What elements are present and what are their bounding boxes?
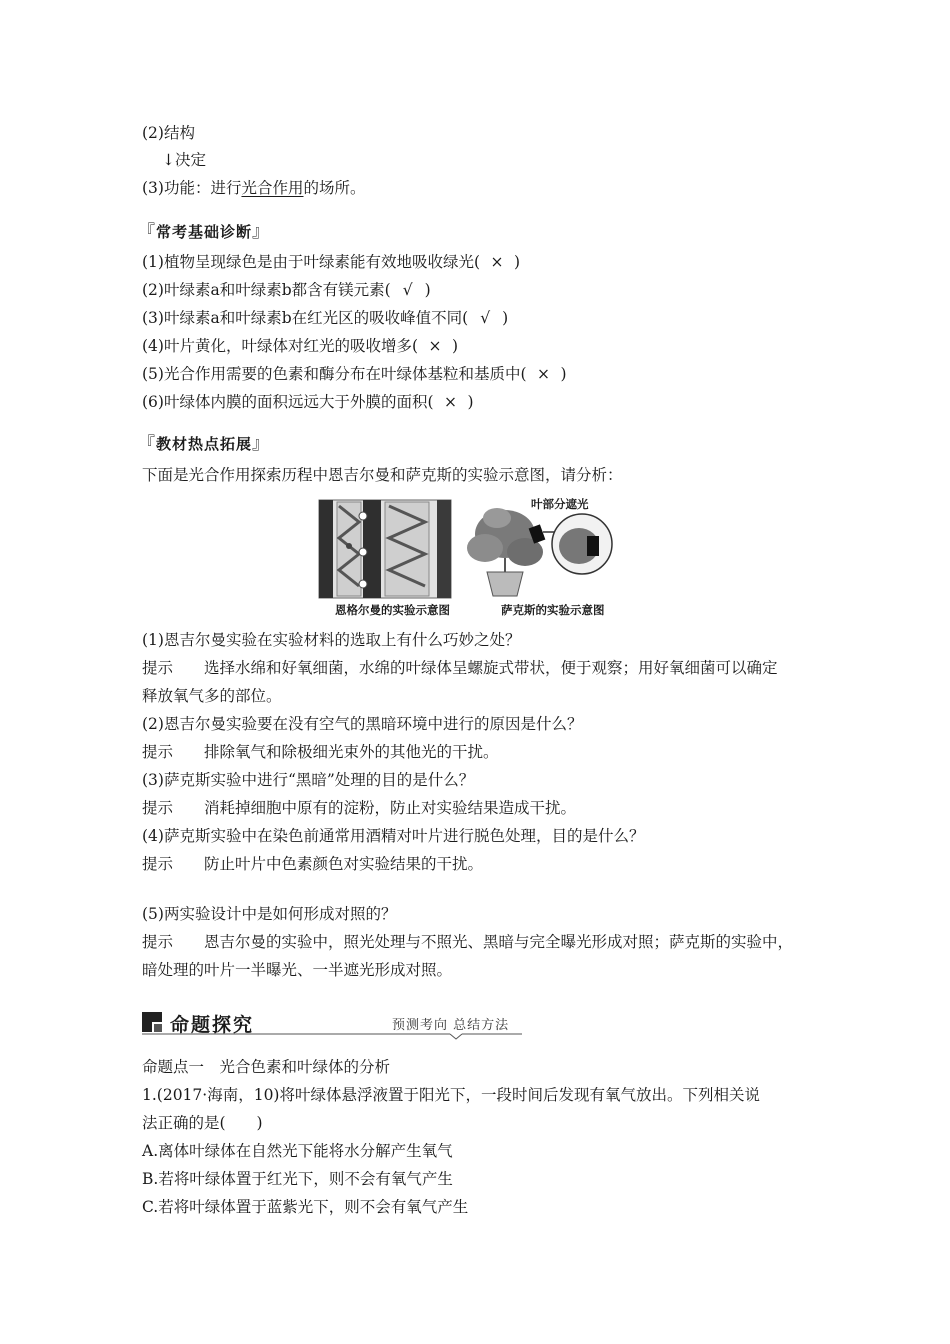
close-paren: ) — [502, 309, 509, 327]
question-5: (5)两实验设计中是如何形成对照的？ — [142, 905, 397, 923]
diagnosis-text: (3)叶绿素a和叶绿素b在红光区的吸收峰值不同( — [142, 309, 469, 327]
tip-label: 提示 — [142, 855, 174, 873]
diagnosis-item — [142, 278, 431, 302]
bracket-right: 』 — [252, 434, 271, 454]
function-line — [142, 176, 366, 200]
cross-mark-icon: × — [537, 365, 551, 383]
cross-mark-icon: × — [444, 393, 458, 411]
answer-2 — [142, 740, 499, 764]
option-c: C.若将叶绿体置于蓝紫光下，则不会有氧气产生 — [142, 1198, 469, 1216]
question-stem-cont: 法正确的是( ) — [142, 1114, 263, 1132]
sachs-diagram — [467, 508, 612, 596]
answer-text: 消耗掉细胞中原有的淀粉，防止对实验结果造成干扰。 — [204, 799, 577, 817]
experiment-figure — [317, 496, 617, 622]
diagnosis-text: (1)植物呈现绿色是由于叶绿素能有效地吸收绿光( — [142, 253, 481, 271]
diagnosis-item — [142, 334, 458, 358]
question-3: (3)萨克斯实验中进行“黑暗”处理的目的是什么？ — [142, 771, 475, 789]
down-arrow-icon: ↓ — [162, 151, 175, 169]
cross-mark-icon: × — [490, 253, 504, 271]
diagnosis-item — [142, 362, 567, 386]
section-title: 教材热点拓展 — [156, 435, 253, 453]
bracket-right: 』 — [252, 222, 271, 242]
banner-title: 命题探究 — [170, 1014, 255, 1036]
bracket-left: 『 — [138, 222, 156, 242]
check-mark-icon: √ — [480, 309, 491, 327]
section-heading-extension — [138, 429, 270, 454]
close-paren: ) — [467, 393, 474, 411]
diagnosis-text: (6)叶绿体内膜的面积远远大于外膜的面积( — [142, 393, 434, 411]
answer-3 — [142, 796, 576, 820]
answer-4 — [142, 852, 483, 876]
tip-label: 提示 — [142, 659, 174, 677]
decide-line — [162, 148, 206, 172]
bracket-left: 『 — [138, 434, 156, 454]
tip-label: 提示 — [142, 799, 174, 817]
option-b: B.若将叶绿体置于红光下，则不会有氧气产生 — [142, 1170, 453, 1188]
structure-line: (2)结构 — [142, 124, 195, 142]
answer-text: 排除氧气和除极细光束外的其他光的干扰。 — [204, 743, 499, 761]
function-prefix: (3)功能：进行 — [142, 179, 242, 197]
answer-text: 防止叶片中色素颜色对实验结果的干扰。 — [204, 855, 484, 873]
diagnosis-text: (4)叶片黄化，叶绿体对红光的吸收增多( — [142, 337, 419, 355]
decide-label: 决定 — [175, 151, 207, 169]
function-underlined: 光合作用 — [241, 179, 304, 197]
answer-5 — [142, 930, 793, 954]
answer-1-cont: 释放氧气多的部位。 — [142, 687, 282, 705]
question-1: (1)恩吉尔曼实验在实验材料的选取上有什么巧妙之处？ — [142, 631, 521, 649]
check-mark-icon: √ — [402, 281, 413, 299]
section-title: 常考基础诊断 — [156, 223, 253, 241]
function-suffix: 的场所。 — [303, 179, 366, 197]
close-paren: ) — [452, 337, 459, 355]
diagnosis-item — [142, 250, 520, 274]
proposition-point: 命题点一 光合色素和叶绿体的分析 — [142, 1058, 391, 1076]
answer-text: 选择水绵和好氧细菌，水绵的叶绿体呈螺旋式带状，便于观察；用好氧细菌可以确定 — [204, 659, 778, 677]
engelmann-diagram — [319, 500, 451, 598]
diagnosis-item — [142, 306, 508, 330]
diagnosis-text: (5)光合作用需要的色素和酶分布在叶绿体基粒和基质中( — [142, 365, 527, 383]
intro-text: 下面是光合作用探索历程中恩吉尔曼和萨克斯的实验示意图，请分析： — [142, 466, 623, 484]
tip-label: 提示 — [142, 743, 174, 761]
close-paren: ) — [424, 281, 431, 299]
question-stem: 1.(2017·海南，10)将叶绿体悬浮液置于阳光下，一段时间后发现有氧气放出。下列相关说 — [142, 1086, 760, 1104]
answer-5-cont: 暗处理的叶片一半曝光、一半遮光形成对照。 — [142, 961, 453, 979]
close-paren: ) — [560, 365, 567, 383]
section-banner — [142, 1008, 522, 1042]
banner-subtitle: 预测考向 总结方法 — [392, 1018, 510, 1033]
cross-mark-icon: × — [428, 337, 442, 355]
close-paren: ) — [514, 253, 521, 271]
option-a: A.离体叶绿体在自然光下能将水分解产生氧气 — [142, 1142, 453, 1160]
figure-caption-left: 恩格尔曼的实验示意图 — [335, 603, 450, 617]
diagnosis-text: (2)叶绿素a和叶绿素b都含有镁元素( — [142, 281, 391, 299]
question-4: (4)萨克斯实验中在染色前通常用酒精对叶片进行脱色处理，目的是什么？ — [142, 827, 645, 845]
answer-text: 恩吉尔曼的实验中，照光处理与不照光、黑暗与完全曝光形成对照；萨克斯的实验中， — [204, 933, 794, 951]
tip-label: 提示 — [142, 933, 174, 951]
diagnosis-item — [142, 390, 474, 414]
figure-label-shade: 叶部分遮光 — [531, 497, 589, 511]
section-heading-basics — [138, 217, 270, 242]
figure-caption-right: 萨克斯的实验示意图 — [501, 603, 605, 617]
question-2: (2)恩吉尔曼实验要在没有空气的黑暗环境中进行的原因是什么？ — [142, 715, 583, 733]
answer-1 — [142, 656, 778, 680]
